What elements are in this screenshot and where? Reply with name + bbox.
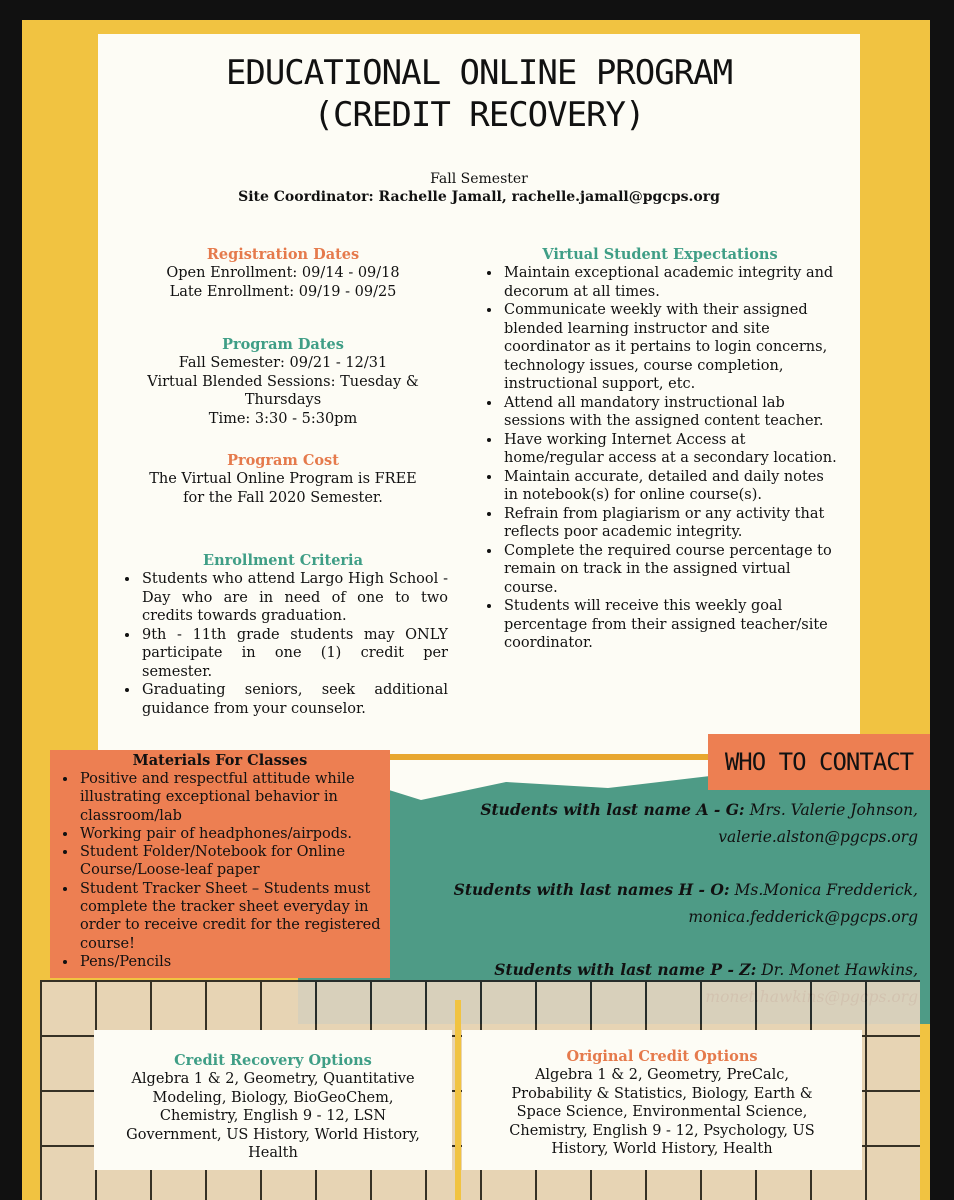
original-credit-line: History, World History, Health bbox=[551, 1141, 773, 1157]
subtitle bbox=[98, 170, 860, 206]
enrollment-heading: Enrollment Criteria bbox=[203, 552, 363, 569]
registration-section bbox=[118, 246, 448, 301]
original-credit-box bbox=[462, 1030, 862, 1170]
contact-group: Students with last names H - O: bbox=[453, 880, 730, 899]
contact-email[interactable]: valerie.alston@pgcps.org bbox=[718, 828, 918, 846]
list-item: • Communicate weekly with their assigned blended learning instructor and site coordinator as it pertains to login concerns, technology issues, course completion, instructional support, etc. bbox=[502, 301, 840, 394]
expectations-list bbox=[480, 264, 840, 653]
expectations-section bbox=[480, 246, 840, 653]
semester-label: Fall Semester bbox=[430, 171, 528, 187]
program-dates-line: Fall Semester: 09/21 - 12/31 bbox=[178, 355, 388, 371]
list-item: • Complete the required course percentage to remain on track in the assigned virtual course. bbox=[502, 542, 840, 598]
list-item: • Student Folder/Notebook for Online Course/Loose-leaf paper bbox=[78, 843, 384, 880]
site-coordinator: Site Coordinator: Rachelle Jamall, rachelle.jamall@pgcps.org bbox=[238, 189, 720, 205]
credit-recovery-line: Government, US History, World History, bbox=[126, 1126, 420, 1143]
contact-name: Mrs. Valerie Johnson, bbox=[744, 801, 918, 819]
list-item: • Refrain from plagiarism or any activity that reflects poor academic integrity. bbox=[502, 505, 840, 542]
contact-group: Students with last name A - G: bbox=[480, 800, 745, 819]
title-line-2: (CREDIT RECOVERY) bbox=[313, 95, 645, 135]
program-cost-line: for the Fall 2020 Semester. bbox=[183, 489, 383, 506]
contact-entry bbox=[494, 960, 918, 979]
page-title bbox=[98, 52, 860, 136]
list-item: • Students who attend Largo High School - Day who are in need of one to two credits towards graduation. bbox=[140, 570, 448, 626]
list-item: • Graduating seniors, seek additional guidance from your counselor. bbox=[140, 681, 448, 718]
program-dates-line: Virtual Blended Sessions: Tuesday & bbox=[147, 373, 419, 390]
materials-list bbox=[56, 770, 384, 971]
program-dates-line: Time: 3:30 - 5:30pm bbox=[208, 410, 358, 427]
contact-email[interactable]: monica.fedderick@pgcps.org bbox=[688, 908, 918, 926]
contact-entry bbox=[454, 880, 918, 899]
program-dates-heading: Program Dates bbox=[222, 336, 344, 353]
credit-recovery-heading: Credit Recovery Options bbox=[174, 1052, 372, 1069]
original-credit-line: Space Science, Environmental Science, bbox=[516, 1104, 808, 1120]
contact-entry bbox=[480, 800, 918, 819]
registration-heading: Registration Dates bbox=[206, 246, 360, 263]
program-dates-line: Thursdays bbox=[244, 392, 322, 408]
enrollment-list bbox=[118, 570, 448, 718]
contact-group: Students with last name P - Z: bbox=[494, 960, 757, 979]
credit-recovery-line: Chemistry, English 9 - 12, LSN bbox=[159, 1108, 387, 1124]
materials-heading: Materials For Classes bbox=[132, 752, 308, 769]
list-item: • Positive and respectful attitude while illustrating exceptional behavior in classroom/lab bbox=[78, 770, 384, 825]
credit-recovery-line: Modeling, Biology, BioGeoChem, bbox=[152, 1089, 394, 1106]
expectations-heading: Virtual Student Expectations bbox=[542, 246, 778, 263]
original-credit-heading: Original Credit Options bbox=[566, 1048, 758, 1065]
list-item: • Attend all mandatory instructional lab sessions with the assigned content teacher. bbox=[502, 394, 840, 431]
list-item: • Students will receive this weekly goal percentage from their assigned teacher/site coordinator. bbox=[502, 597, 840, 653]
list-item: • Student Tracker Sheet – Students must complete the tracker sheet everyday in order to receive credit for the registered course! bbox=[78, 880, 384, 953]
original-credit-line: Algebra 1 & 2, Geometry, PreCalc, bbox=[534, 1067, 790, 1083]
list-item: • Pens/Pencils bbox=[78, 953, 384, 971]
program-cost-line: The Virtual Online Program is FREE bbox=[149, 471, 417, 487]
original-credit-line: Probability & Statistics, Biology, Earth & bbox=[511, 1085, 813, 1102]
program-cost-section bbox=[118, 452, 448, 507]
list-item: • Maintain accurate, detailed and daily notes in notebook(s) for online course(s). bbox=[502, 468, 840, 505]
list-item: • Have working Internet Access at home/regular access at a secondary location. bbox=[502, 431, 840, 468]
materials-panel bbox=[50, 750, 390, 978]
registration-line: Late Enrollment: 09/19 - 09/25 bbox=[169, 283, 397, 300]
enrollment-section bbox=[118, 552, 448, 718]
divider bbox=[455, 1000, 461, 1200]
credit-recovery-line: Health bbox=[248, 1145, 298, 1161]
program-cost-heading: Program Cost bbox=[227, 452, 339, 469]
program-dates-section bbox=[118, 336, 448, 428]
contact-heading: WHO TO CONTACT bbox=[708, 734, 930, 790]
credit-recovery-line: Algebra 1 & 2, Geometry, Quantitative bbox=[131, 1071, 415, 1087]
credit-recovery-box bbox=[94, 1030, 452, 1170]
contact-name: Dr. Monet Hawkins, bbox=[756, 961, 918, 979]
registration-line: Open Enrollment: 09/14 - 09/18 bbox=[166, 265, 400, 281]
list-item: • Maintain exceptional academic integrity and decorum at all times. bbox=[502, 264, 840, 301]
contact-name: Ms.Monica Fredderick, bbox=[729, 881, 918, 899]
list-item: • Working pair of headphones/airpods. bbox=[78, 825, 384, 843]
original-credit-line: Chemistry, English 9 - 12, Psychology, US bbox=[509, 1122, 815, 1139]
list-item: • 9th - 11th grade students may ONLY participate in one (1) credit per semester. bbox=[140, 626, 448, 682]
title-line-1: EDUCATIONAL ONLINE PROGRAM bbox=[225, 53, 733, 93]
